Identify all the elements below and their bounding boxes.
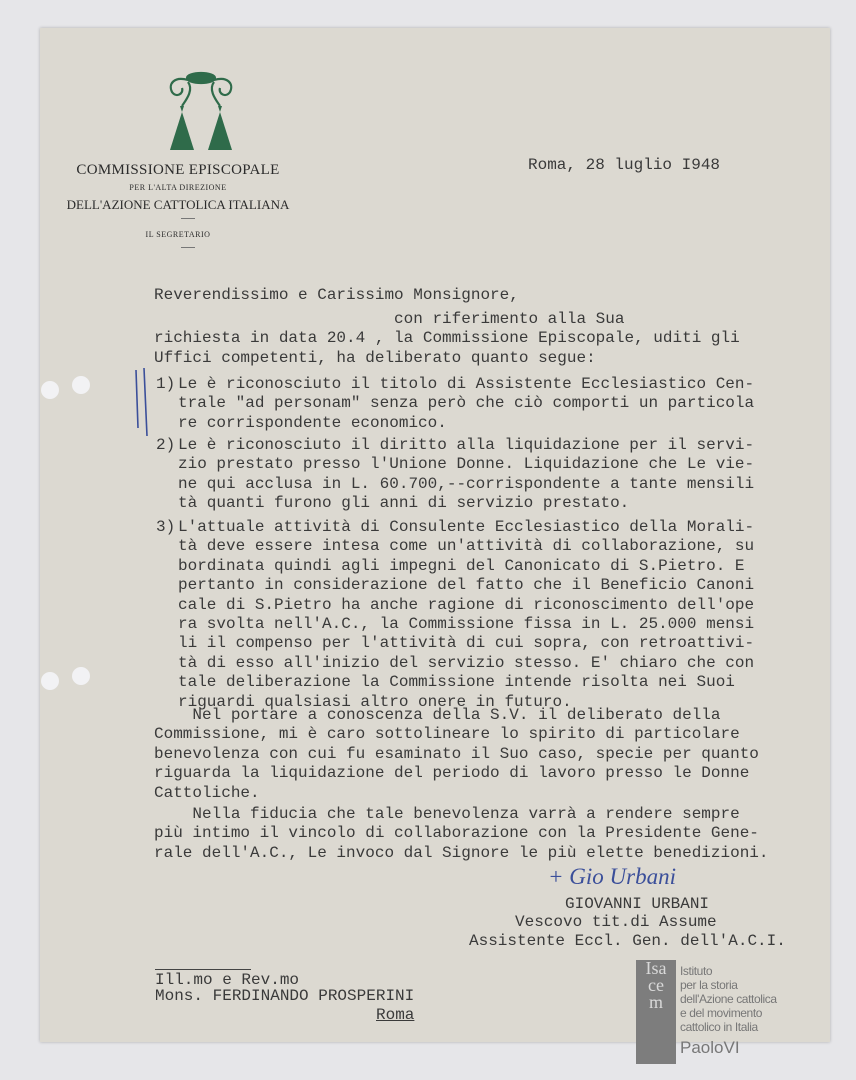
letter-date: Roma, 28 luglio I948 xyxy=(528,156,721,174)
text-line: pertanto in considerazione del fatto che il Beneficio Canoni xyxy=(178,576,755,595)
text-line: Le è riconosciuto il diritto alla liquidazione per il servi- xyxy=(178,436,755,454)
text-line: cale di S.Pietro ha anche ragione di riconoscimento dell'ope xyxy=(178,595,755,614)
episcopal-emblem-icon xyxy=(164,70,238,152)
text-line: Istituto xyxy=(680,964,713,978)
text-line: Le è riconosciuto il titolo di Assistente Ecclesiastico Cen- xyxy=(178,375,755,393)
signer-name: GIOVANNI URBANI xyxy=(565,895,710,913)
closing-paragraph-1 xyxy=(154,706,759,803)
signer-title: Vescovo tit.di Assume xyxy=(515,913,717,931)
divider xyxy=(181,247,195,248)
text-line: richiesta in data 20.4 , la Commissione Episcopale, uditi gli xyxy=(154,329,740,348)
recipient-honorific: Ill.mo e Rev.mo xyxy=(155,971,300,989)
item-2-text xyxy=(178,436,754,514)
handwritten-signature: + Gio Urbani xyxy=(548,864,676,889)
text-line: dell'Azione cattolica xyxy=(680,992,777,1006)
punch-hole xyxy=(41,381,59,399)
text-line: riguarda la liquidazione del periodo di lavoro presso le Donne xyxy=(154,764,750,783)
text-line: benevolenza con cui fu esaminato il Suo caso, specie per quanto xyxy=(154,744,759,763)
text-line: tà di esso all'inizio del servizio stesso. E' chiaro che con xyxy=(178,653,755,672)
intro-paragraph xyxy=(154,310,740,368)
margin-pen-mark xyxy=(132,366,152,438)
text-line: più intimo il vincolo di collaborazione con la Presidente Gene- xyxy=(154,824,759,843)
punch-hole xyxy=(72,376,90,394)
text-line: bordinata quindi agli impegni del Canonicato di S.Pietro. E xyxy=(178,556,745,575)
text-line: Nel portare a conoscenza della S.V. il deliberato della xyxy=(154,706,721,724)
punch-hole xyxy=(72,667,90,685)
letterhead-organization: DELL'AZIONE CATTOLICA ITALIANA xyxy=(66,197,290,212)
divider xyxy=(155,969,251,970)
text-line: tale deliberazione la Commissione intende risolta nei Suoi xyxy=(178,673,735,692)
text-line: zio prestato presso l'Unione Donne. Liquidazione che Le vie- xyxy=(178,455,755,474)
recipient-city: Roma xyxy=(376,1006,415,1024)
text-line: con riferimento alla Sua xyxy=(154,310,625,328)
punch-hole xyxy=(41,672,59,690)
recipient-name: Mons. FERDINANDO PROSPERINI xyxy=(155,987,415,1005)
text-line: ra svolta nell'A.C., la Commissione fissa in L. 25.000 mensi xyxy=(178,614,755,633)
closing-paragraph-2 xyxy=(154,805,769,863)
text-line: rale dell'A.C., Le invoco dal Signore le più elette benedizioni. xyxy=(154,843,769,862)
text-line: per la storia xyxy=(680,978,738,992)
watermark-brand: PaoloVI xyxy=(680,1038,740,1057)
letterhead-role: IL SEGRETARIO xyxy=(145,230,211,239)
text-line: Cattoliche. xyxy=(154,783,260,802)
text-line: li il compenso per l'attività di cui sopra, con retroattivi- xyxy=(178,634,755,653)
item-number: 3) xyxy=(156,518,176,536)
watermark-letters: Isacem xyxy=(636,960,676,1064)
text-line: cattolico in Italia xyxy=(680,1020,758,1034)
text-line: trale "ad personam" senza però che ciò comporti un particola xyxy=(178,394,755,413)
item-number: 2) xyxy=(156,436,176,454)
text-line: e del movimento xyxy=(680,1006,763,1020)
text-line: Nella fiducia che tale benevolenza varrà a rendere sempre xyxy=(154,805,740,823)
signer-role: Assistente Eccl. Gen. dell'A.C.I. xyxy=(469,932,786,950)
text-line: tà deve essere intesa come un'attività di collaborazione, su xyxy=(178,537,755,556)
text-line: riguardi qualsiasi altro onere in futuro. xyxy=(178,692,572,711)
isacem-watermark-logo xyxy=(636,960,786,1064)
letterhead-subtitle: PER L'ALTA DIREZIONE xyxy=(129,183,227,192)
item-3-text xyxy=(178,518,754,712)
watermark-text xyxy=(680,964,777,1034)
item-1-text xyxy=(178,375,754,433)
letterhead-title: COMMISSIONE EPISCOPALE xyxy=(76,162,280,178)
text-line: tà quanti furono gli anni di servizio prestato. xyxy=(178,494,630,513)
text-line: ne qui acclusa in L. 60.700,--corrispondente a tante mensili xyxy=(178,474,755,493)
text-line: re corrispondente economico. xyxy=(178,413,447,432)
text-line: Commissione, mi è caro sottolineare lo spirito di particolare xyxy=(154,725,740,744)
text-line: L'attuale attività di Consulente Ecclesiastico della Morali- xyxy=(178,518,755,536)
divider xyxy=(181,218,195,219)
salutation: Reverendissimo e Carissimo Monsignore, xyxy=(154,286,519,304)
item-number: 1) xyxy=(156,375,176,393)
text-line: Uffici competenti, ha deliberato quanto segue: xyxy=(154,348,596,367)
